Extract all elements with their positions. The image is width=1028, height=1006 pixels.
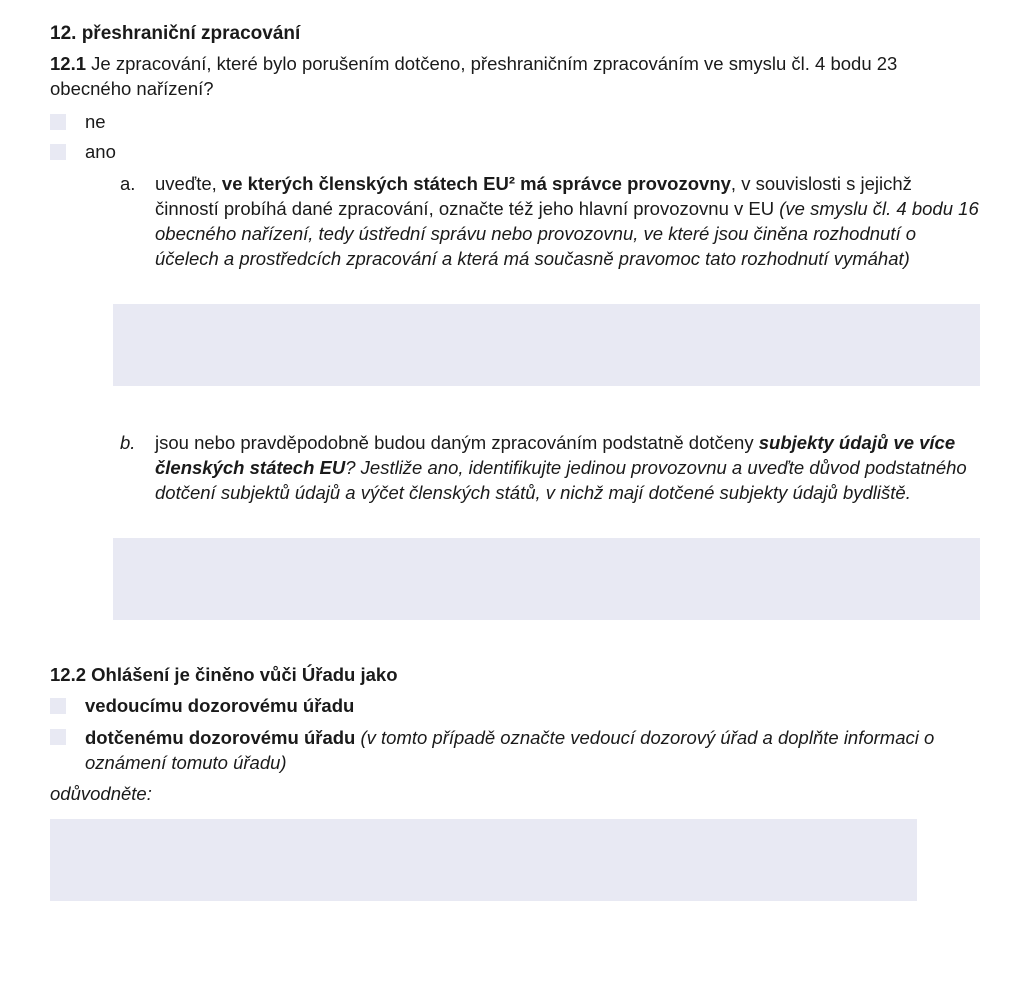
question-12-1 [50,51,980,101]
checkbox-dotceny[interactable] [50,729,66,745]
checkbox-ano[interactable] [50,144,66,160]
subquestion-b [120,430,980,505]
option-ano-label: ano [85,141,116,162]
answer-field-b[interactable] [113,538,980,620]
justify-label: odůvodněte: [50,783,152,804]
a-mid: , v souvislosti s jejichž činností probíhá dané zpracování, označte též jeho hlavní provozovnu v EU [155,173,912,219]
option-vedouci-label: vedoucímu dozorovému úřadu [85,695,355,716]
section-heading: 12. přeshraniční zpracování [50,23,301,44]
option-dotceny-label [85,725,980,775]
b-italic: ? Jestliže ano, identifikujte jedinou provozovnu a uveďte důvod podstatného dotčení subjektů údajů a výčet členských států, v nichž mají dotčené subjekty údajů bydliště. [155,457,967,503]
question-12-2-heading: 12.2 Ohlášení je činěno vůči Úřadu jako [50,664,398,685]
subquestion-a [120,171,980,271]
subquestion-b-marker: b. [120,432,136,453]
option-vedouci[interactable] [50,693,354,718]
subquestion-a-marker: a. [120,173,136,194]
opt2-bold: dotčenému dozorovému úřadu [85,727,356,748]
question-text: Je zpracování, které bylo porušením dotčeno, přeshraničním zpracováním ve smyslu čl. 4 bodu 23 obecného nařízení? [50,53,898,99]
option-ano[interactable] [50,139,116,164]
b-pre: jsou nebo pravděpodobně budou daným zpracováním podstatně dotčeny [155,432,759,453]
checkbox-vedouci[interactable] [50,698,66,714]
option-ne-label: ne [85,111,106,132]
option-ne[interactable] [50,109,106,134]
a-pre: uveďte, [155,173,222,194]
opt2-italic: (v tomto případě označte vedoucí dozorový úřad a doplňte informaci o oznámení tomuto úřadu) [85,727,935,773]
question-number: 12.1 [50,53,87,74]
subquestion-a-text [155,171,980,271]
a-bold: ve kterých členských státech EU² má správce provozovny [221,173,731,194]
justification-field[interactable] [50,819,917,901]
subquestion-b-text [155,430,980,505]
checkbox-ne[interactable] [50,114,66,130]
answer-field-a[interactable] [113,304,980,386]
b-bold-italic: subjekty údajů ve více členských státech EU [155,432,956,478]
option-dotceny[interactable] [50,725,980,775]
a-italic: (ve smyslu čl. 4 bodu 16 obecného nařízení, tedy ústřední správu nebo provozovnu, ve které jsou činěna rozhodnutí o účelech a prostředcích zpracování a která má současně pravomoc tato rozhodnutí vymáhat) [155,198,979,269]
